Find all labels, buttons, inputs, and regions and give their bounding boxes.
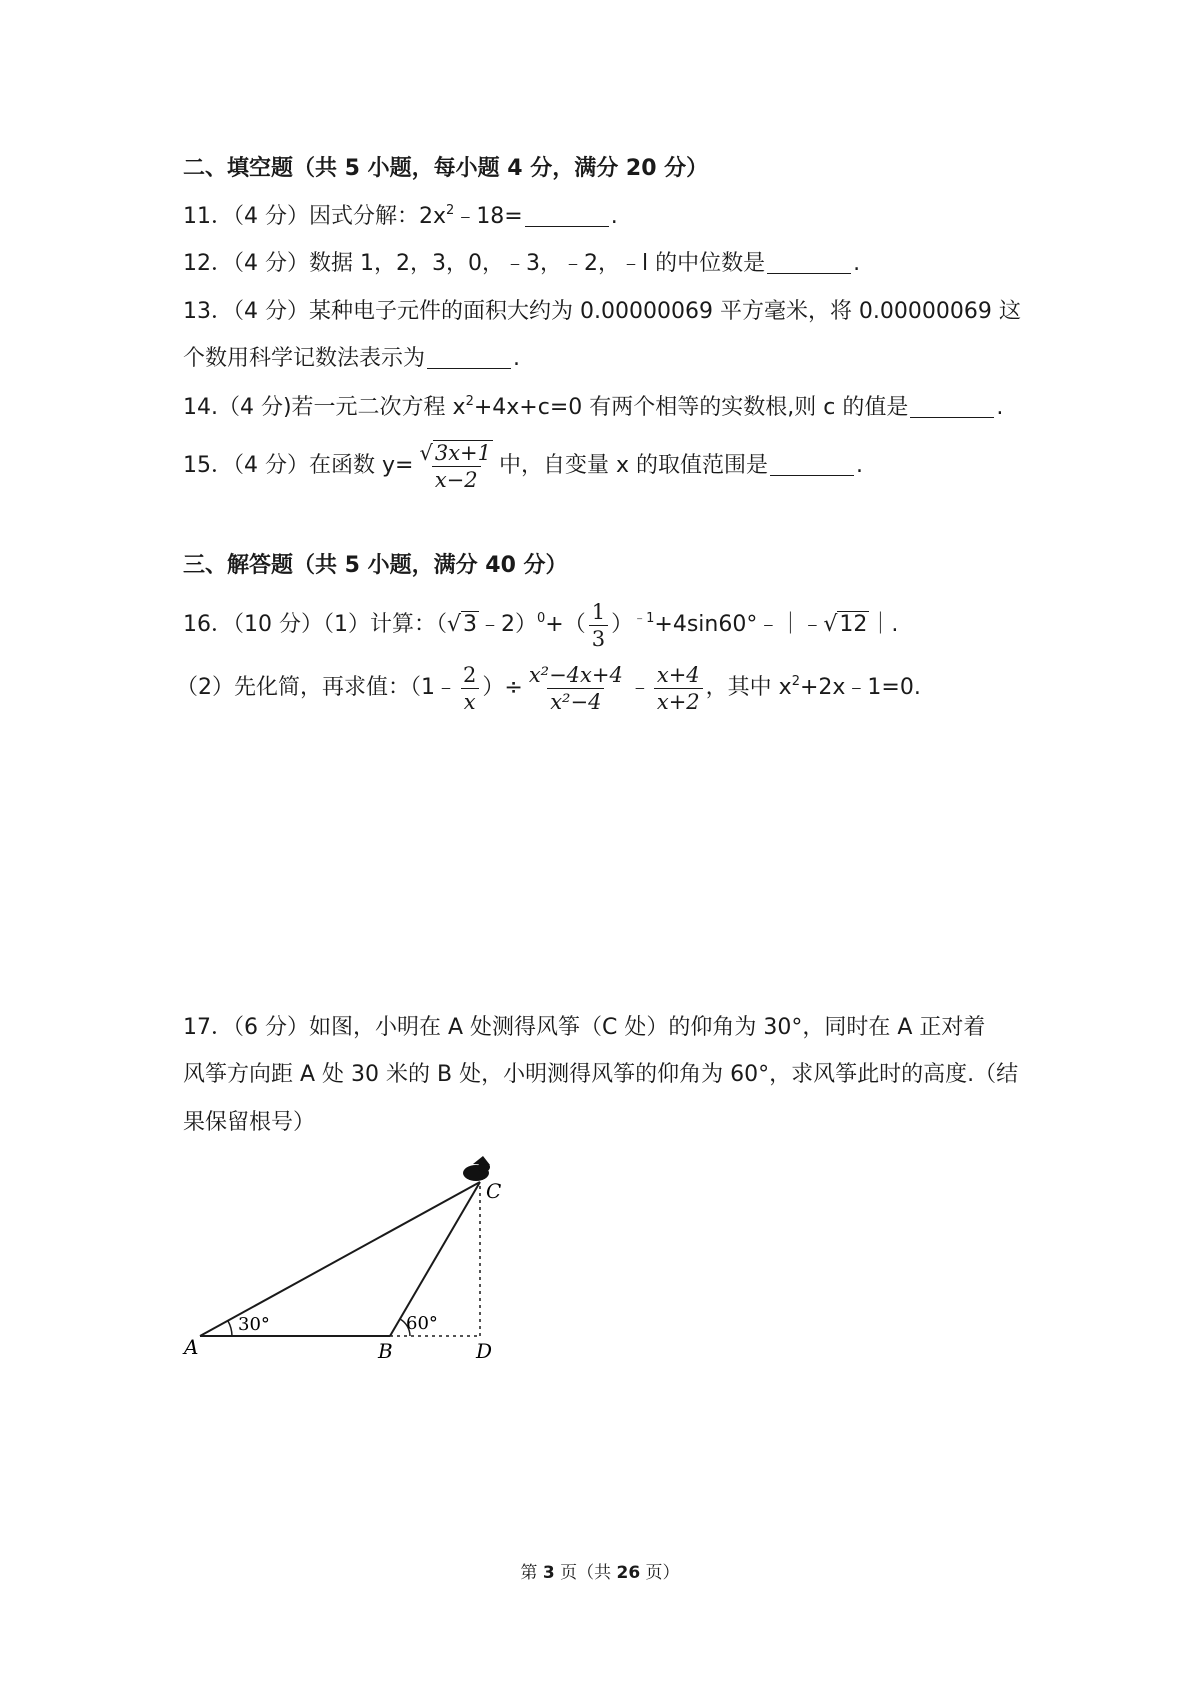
q16-p2-fraction-2 — [526, 662, 626, 715]
question-14 — [183, 393, 1003, 423]
angle-b-label: 60° — [406, 1313, 438, 1334]
footer-middle: 页（共 — [554, 1563, 617, 1583]
q16-sqrt-3: √3 — [446, 612, 478, 637]
q14-exponent: 2 — [465, 394, 474, 409]
question-16-part-2 — [176, 660, 921, 716]
q15-answer-blank[interactable] — [770, 453, 854, 476]
q16-p2-f3-den: x+2 — [654, 688, 703, 715]
question-13-line-2 — [183, 344, 520, 374]
q15-denominator: x−2 — [432, 466, 481, 493]
q13-text: 个数用科学记数法表示为 — [183, 346, 426, 371]
q11-answer-blank[interactable] — [525, 204, 609, 227]
q13-answer-blank[interactable] — [427, 346, 511, 369]
page-footer — [0, 1558, 1200, 1583]
q16-fraction-num: 1 — [591, 599, 606, 624]
q16-p2-minus: ﹣ — [628, 675, 651, 700]
angle-a-arc — [228, 1321, 232, 1336]
q16-fraction-one-third — [589, 599, 608, 652]
q16-fraction-den: 3 — [589, 625, 608, 652]
question-11 — [183, 202, 618, 232]
q14-text: 14.（4 分)若一元二次方程 x — [183, 395, 466, 420]
q12-answer-blank[interactable] — [767, 251, 851, 274]
q11-text: 因式分解：2x — [309, 204, 447, 229]
q16-p2-f3-num: x+4 — [656, 662, 700, 687]
question-17-line-3: 果保留根号） — [183, 1110, 316, 1135]
q16-p2-divide: ）÷ — [482, 675, 523, 700]
q12-text: 数据 1，2，3，0，﹣3，﹣2，﹣l 的中位数是 — [309, 251, 766, 276]
question-17-line-2: 风筝方向距 A 处 30 米的 B 处，小明测得风筝的仰角为 60°，求风筝此时的高度.（结 — [183, 1062, 1019, 1087]
q14-text-end: +4x+c=0 有两个相等的实数根,则 c 的值是 — [473, 395, 909, 420]
q16-p2-exponent: 2 — [791, 674, 800, 689]
question-12 — [183, 249, 860, 279]
q12-score: （4 分） — [233, 251, 309, 276]
section-2-heading: 二、填空题（共 5 小题，每小题 4 分，满分 20 分） — [183, 156, 709, 181]
q11-score: （4 分） — [233, 204, 309, 229]
q11-text-end: ﹣18= — [454, 204, 523, 229]
q15-sqrt: √3x+1 — [419, 440, 491, 465]
q15-numerator: 3x+1 — [434, 440, 491, 465]
footer-prefix: 第 — [520, 1563, 543, 1583]
q15-period: . — [856, 453, 864, 478]
q11-period: . — [610, 204, 618, 229]
q16-p2-condition-end: +2x﹣1=0. — [799, 675, 921, 700]
q15-text-end: 中，自变量 x 的取值范围是 — [499, 453, 769, 478]
q16-exponent-0: 0 — [537, 611, 546, 626]
q16-p1-minus-2: ﹣2） — [479, 612, 538, 637]
question-16-part-1 — [183, 597, 898, 653]
footer-total-pages: 26 — [616, 1563, 641, 1583]
q16-p2-f1-den: x — [461, 688, 479, 715]
q16-p2-f1-num: 2 — [463, 662, 477, 687]
q16-p2-f2-num: x²−4x+4 — [528, 662, 623, 687]
q16-sqrt-3-radicand: 3 — [463, 612, 478, 637]
question-15 — [183, 438, 863, 494]
q13-period: . — [513, 346, 521, 371]
label-d: D — [476, 1339, 493, 1363]
q12-number: 12． — [183, 251, 233, 276]
q16-p2-fraction-1 — [460, 662, 479, 715]
q11-exponent: 2 — [446, 203, 455, 218]
q16-p2-fraction-3 — [654, 662, 703, 715]
kite-triangle-figure — [170, 1140, 530, 1370]
label-c: C — [486, 1179, 502, 1203]
q16-p2-f2-den: x²−4 — [547, 688, 604, 715]
line-ac — [200, 1182, 480, 1336]
q16-p1-close-paren: ） — [611, 612, 634, 637]
section-3-heading: 三、解答题（共 5 小题，满分 40 分） — [183, 553, 568, 578]
q16-p2-condition: ，其中 x — [705, 675, 792, 700]
q15-text: 15．（4 分）在函数 y= — [183, 453, 414, 478]
question-17-line-1: 17．（6 分）如图，小明在 A 处测得风筝（C 处）的仰角为 30°，同时在 A 正对着 — [183, 1015, 986, 1040]
q16-p1-end: ｜. — [869, 612, 899, 637]
footer-suffix: 页） — [640, 1563, 680, 1583]
question-13-line-1: 13．（4 分）某种电子元件的面积大约为 0.00000069 平方毫米，将 0.00000069 这 — [183, 299, 1021, 324]
q11-number: 11． — [183, 204, 233, 229]
q14-answer-blank[interactable] — [910, 395, 994, 418]
label-a: A — [184, 1335, 199, 1359]
q16-p1-plus: +（ — [545, 612, 586, 637]
q16-p1-sin-term: +4sin60°﹣｜﹣ — [654, 612, 824, 637]
q16-exponent-neg1: ﹣1 — [633, 611, 655, 626]
kite-icon — [463, 1156, 490, 1181]
q15-fraction — [416, 440, 496, 493]
q16-sqrt-12-radicand: 12 — [839, 612, 868, 637]
q14-period: . — [996, 395, 1004, 420]
q16-p1-text: 16．（10 分）（1）计算：（ — [183, 612, 447, 637]
footer-page-number: 3 — [542, 1563, 555, 1583]
q16-p2-text: （2）先化简，再求值：（1﹣ — [176, 675, 457, 700]
angle-a-label: 30° — [238, 1314, 270, 1335]
q12-period: . — [853, 251, 861, 276]
label-b: B — [378, 1339, 393, 1363]
q16-sqrt-12: √12 — [823, 612, 868, 637]
